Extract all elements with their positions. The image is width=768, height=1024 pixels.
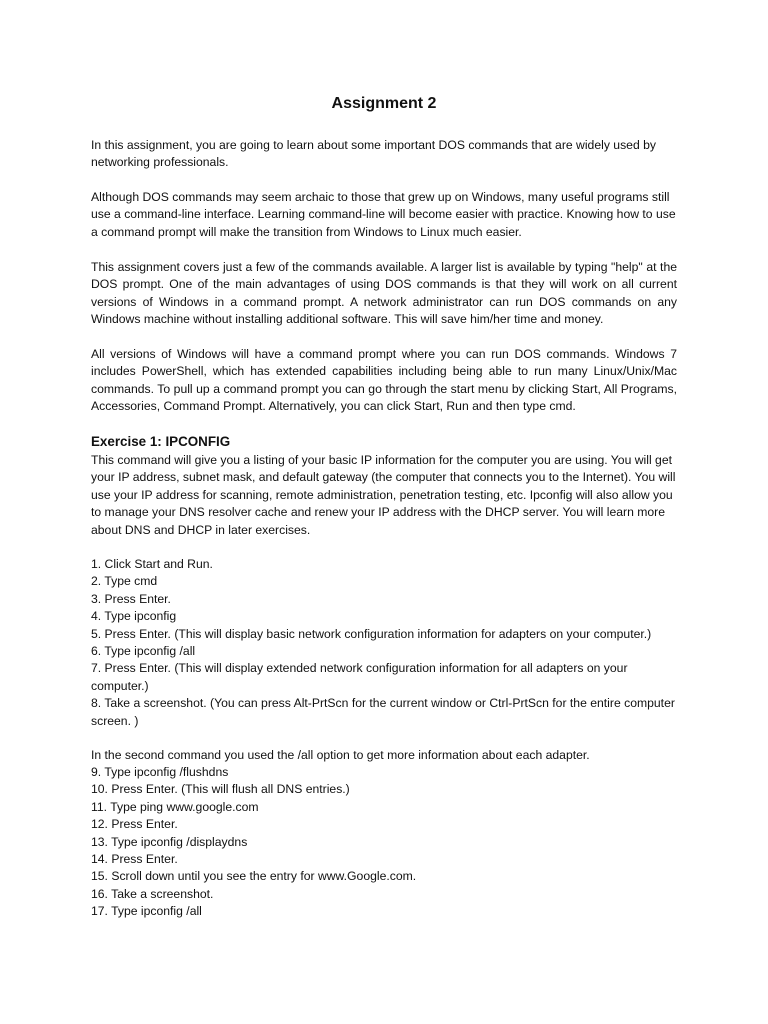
list-item: 4. Type ipconfig [91,609,177,624]
list-item: 10. Press Enter. (This will flush all DNS entries.) [91,782,350,797]
list-item: 12. Press Enter. [91,817,178,832]
list-item: 2. Type cmd [91,574,158,589]
list-item: 13. Type ipconfig /displaydns [91,834,248,849]
list-item: 7. Press Enter. (This will display extended network configuration information for all adapters on your computer.) [91,661,628,693]
list-item: 3. Press Enter. [91,591,171,606]
exercise-1-heading: Exercise 1: IPCONFIG [91,434,231,449]
list-item: 1. Click Start and Run. [91,557,213,571]
list-item: 5. Press Enter. (This will display basic network configuration information for adapters on your computer.) [91,626,652,641]
exercise-1-note: In the second command you used the /all option to get more information about each adapter. [91,748,590,762]
list-item: 17. Type ipconfig /all [91,904,202,919]
list-item: 6. Type ipconfig /all [91,644,196,659]
list-item: 8. Take a screenshot. (You can press Alt-PrtScn for the current window or Ctrl-PrtScn for the entire computer screen. ) [91,696,675,728]
document-title: Assignment 2 [331,95,437,112]
intro-paragraph: In this assignment, you are going to learn about some important DOS commands that are widely used by networking professionals. [91,138,656,170]
list-item: 15. Scroll down until you see the entry for www.Google.com. [91,869,417,884]
list-item: 16. Take a screenshot. [91,886,214,901]
list-item: 9. Type ipconfig /flushdns [91,765,229,779]
list-item: 11. Type ping www.google.com [91,799,259,814]
exercise-1-steps-part-2 [91,764,677,921]
list-item: 14. Press Enter. [91,852,178,867]
exercise-1-steps-part-1 [91,556,677,730]
commands-overview-paragraph: This assignment covers just a few of the commands available. A larger list is available by typing "help" at the DOS prompt. One of the main advantages of using DOS commands is that they will work on all current versions of Windows in a command prompt. A network administrator can run DOS commands on any Windows machine without installing additional software. This will save him/her time and money. [91,260,677,327]
command-line-paragraph: Although DOS commands may seem archaic to those that grew up on Windows, many useful programs still use a command-line interface. Learning command-line will become easier with practice. Knowing how to use a command prompt will make the transition from Windows to Linux much easier. [91,190,676,239]
command-prompt-paragraph: All versions of Windows will have a command prompt where you can run DOS commands. Windows 7 includes PowerShell, which has extended capabilities including being able to run many Linux/Unix/Mac commands. To pull up a command prompt you can go through the start menu by clicking Start, All Programs, Accessories, Command Prompt. Alternatively, you can click Start, Run and then type cmd. [91,347,677,414]
exercise-1-intro: This command will give you a listing of your basic IP information for the computer you are using. You will get your IP address, subnet mask, and default gateway (the computer that connects you to the Internet). You will use your IP address for scanning, remote administration, penetration testing, etc. Ipconfig will also allow you to manage your DNS resolver cache and renew your IP address with the DHCP server. You will learn more about DNS and DHCP in later exercises. [91,453,676,537]
